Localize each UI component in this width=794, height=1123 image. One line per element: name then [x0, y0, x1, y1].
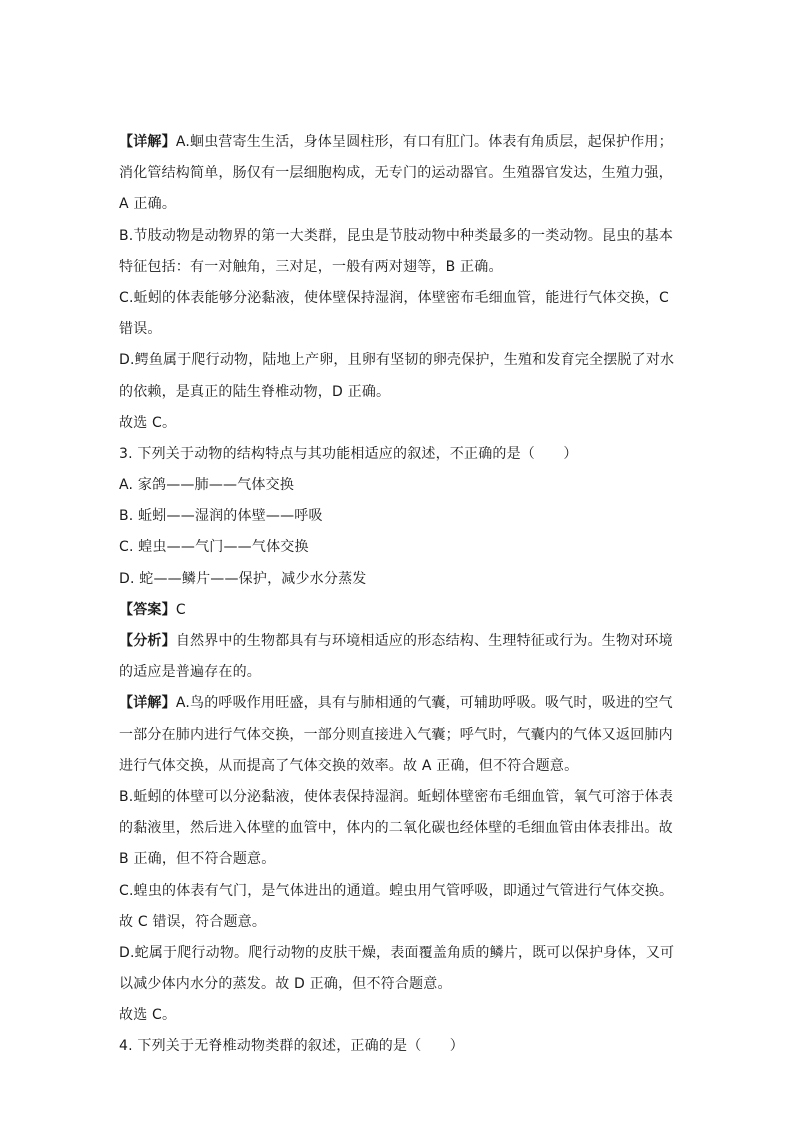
line-text: B 正确，但不符合题意。 [119, 851, 276, 868]
line-text: D. 蛇——鳞片——保护，减少水分蒸发 [119, 570, 367, 587]
line-text: D.蛇属于爬行动物。爬行动物的皮肤干燥，表面覆盖角质的鳞片，既可以保护身体，又可 [119, 944, 675, 961]
line-text: C [175, 601, 186, 618]
text-line [119, 876, 675, 907]
text-line [119, 158, 675, 189]
text-line [119, 314, 675, 345]
line-text: D.鳄鱼属于爬行动物，陆地上产卵，且卵有坚韧的卵壳保护，生殖和发育完全摆脱了对水 [119, 352, 675, 369]
text-line [119, 189, 675, 220]
line-text: 自然界中的生物都具有与环境相适应的形态结构、生理特征或行为。生物对环境 [175, 633, 673, 649]
text-line [119, 938, 675, 969]
text-line [119, 439, 675, 470]
line-text: 的依赖，是真正的陆生脊椎动物，D 正确。 [119, 383, 391, 400]
line-text: A 正确。 [119, 196, 177, 213]
text-line [119, 345, 675, 376]
line-text: A.鸟的呼吸作用旺盛，具有与肺相通的气囊，可辅助呼吸。吸气时，吸进的空气 [175, 695, 673, 712]
text-line [119, 813, 675, 844]
text-line [119, 564, 675, 595]
line-text: 以减少体内水分的蒸发。故 D 正确，但不符合题意。 [119, 976, 452, 993]
line-text: A. 家鸽——肺——气体交换 [119, 477, 295, 494]
text-line [119, 907, 675, 938]
line-text: 故 C 错误，符合题意。 [119, 913, 267, 930]
line-text: 一部分在肺内进行气体交换，一部分则直接进入气囊；呼气时，气囊内的气体又返回肺内 [119, 726, 673, 743]
text-line [119, 657, 675, 688]
text-line [119, 221, 675, 252]
text-line [119, 283, 675, 314]
text-line [119, 470, 675, 501]
text-line [119, 127, 675, 158]
line-text: 3. 下列关于动物的结构特点与其功能相适应的叙述，不正确的是（ ） [119, 445, 578, 462]
line-text: 错误。 [119, 321, 162, 338]
text-line [119, 1031, 675, 1062]
line-text: B. 蚯蚓——湿润的体壁——呼吸 [119, 508, 323, 525]
document-body [119, 127, 675, 1063]
text-line [119, 595, 675, 626]
line-text: C.蝗虫的体表有气门，是气体进出的通道。蝗虫用气管呼吸，即通过气管进行气体交换。 [119, 882, 674, 899]
section-tag: 【详解】 [119, 134, 176, 150]
line-text: C.蚯蚓的体表能够分泌黏液，使体壁保持湿润，体壁密布毛细血管，能进行气体交换，C [119, 289, 669, 306]
text-line [119, 408, 675, 439]
text-line [119, 501, 675, 532]
text-line [119, 252, 675, 283]
text-line [119, 532, 675, 563]
line-text: 的黏液里，然后进入体壁的血管中，体内的二氧化碳也经体壁的毛细血管由体表排出。故 [119, 820, 673, 837]
line-text: 消化管结构简单，肠仅有一层细胞构成，无专门的运动器官。生殖器官发达，生殖力强， [119, 165, 673, 182]
text-line [119, 720, 675, 751]
text-line [119, 377, 675, 408]
section-tag: 【分析】 [119, 633, 176, 649]
line-text: A.蛔虫营寄生生活，身体呈圆柱形，有口有肛门。体表有角质层，起保护作用； [175, 134, 673, 150]
line-text: C. 蝗虫——气门——气体交换 [119, 539, 309, 556]
line-text: B.蚯蚓的体壁可以分泌黏液，使体表保持湿润。蚯蚓体壁密布毛细血管，氧气可溶于体表 [119, 788, 674, 805]
line-text: B.节肢动物是动物界的第一大类群，昆虫是节肢动物中种类最多的一类动物。昆虫的基本 [119, 227, 674, 244]
text-line [119, 782, 675, 813]
line-text: 特征包括：有一对触角，三对足，一般有两对翅等，B 正确。 [119, 258, 503, 275]
section-tag: 【详解】 [119, 695, 176, 712]
line-text: 进行气体交换，从而提高了气体交换的效率。故 A 正确，但不符合题意。 [119, 757, 579, 774]
text-line [119, 1000, 675, 1031]
line-text: 的适应是普遍存在的。 [119, 664, 261, 681]
text-line [119, 626, 675, 657]
line-text: 故选 C。 [119, 414, 177, 431]
text-line [119, 688, 675, 719]
text-line [119, 969, 675, 1000]
line-text: 故选 C。 [119, 1007, 177, 1024]
section-tag: 【答案】 [119, 601, 176, 618]
text-line [119, 751, 675, 782]
line-text: 4. 下列关于无脊椎动物类群的叙述，正确的是（ ） [119, 1038, 465, 1055]
text-line [119, 844, 675, 875]
